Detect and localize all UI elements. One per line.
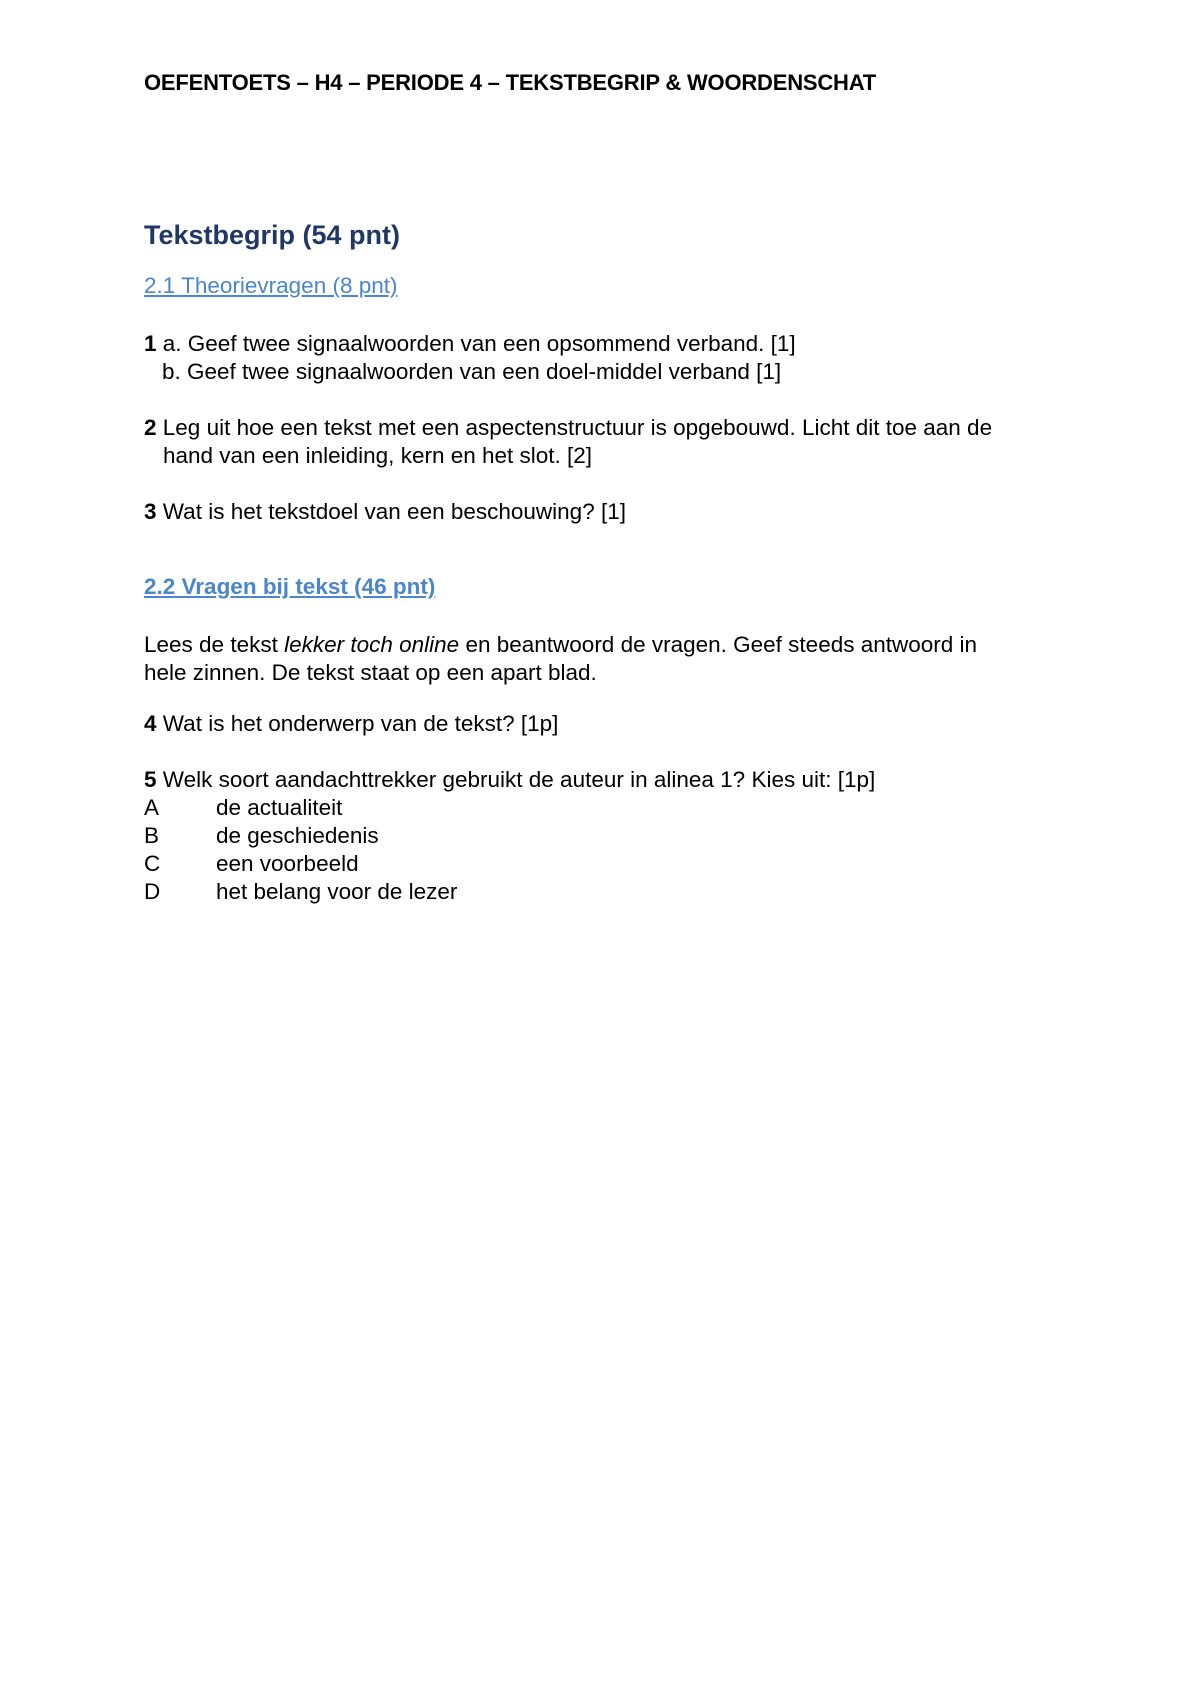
question-text: Wat is het onderwerp van de tekst? [1p] (162, 711, 559, 736)
question-4 (144, 710, 558, 738)
question-text: Wat is het tekstdoel van een beschouwing? [1] (162, 499, 626, 524)
option-text: de geschiedenis (216, 823, 379, 848)
question-number: 2 (144, 415, 157, 440)
question-number: 4 (144, 711, 157, 736)
document-header: OEFENTOETS – H4 – PERIODE 4 – TEKSTBEGRIP & WOORDENSCHAT (144, 70, 877, 95)
question-5 (144, 766, 875, 794)
question-2-line-1 (144, 414, 992, 442)
question-number: 5 (144, 767, 157, 792)
question-text: b. Geef twee signaalwoorden van een doel-middel verband [1] (162, 359, 782, 384)
option-letter: C (144, 851, 161, 876)
option-letter: A (144, 795, 160, 820)
option-text: de actualiteit (216, 795, 343, 820)
question-number: 1 (144, 331, 157, 356)
question-text: Welk soort aandachttrekker gebruikt de auteur in alinea 1? Kies uit: [1p] (156, 767, 876, 792)
subsection-title-theory: 2.1 Theorievragen (8 pnt) (144, 273, 398, 298)
question-2-line-2 (163, 442, 592, 470)
intro-text: en beantwoord de vragen. Geef steeds antwoord in (459, 632, 978, 657)
option-text: een voorbeeld (216, 851, 359, 876)
question-text: hand van een inleiding, kern en het slot. [2] (163, 443, 593, 468)
option-text: het belang voor de lezer (216, 879, 458, 904)
option-letter: B (144, 823, 160, 848)
intro-text-title: lekker toch online (284, 632, 460, 657)
subsection-title-text-questions: 2.2 Vragen bij tekst (46 pnt) (144, 574, 436, 599)
question-1-a (144, 330, 796, 358)
section-title: Tekstbegrip (54 pnt) (144, 220, 401, 250)
option-letter: D (144, 879, 161, 904)
intro-text: Lees de tekst (144, 632, 285, 657)
question-3 (144, 498, 626, 526)
question-text: a. Geef twee signaalwoorden van een opsommend verband. [1] (162, 331, 796, 356)
question-number: 3 (144, 499, 157, 524)
intro-line-2: hele zinnen. De tekst staat op een apart blad. (144, 660, 597, 685)
intro-line-1 (144, 631, 977, 659)
question-1-b (162, 358, 781, 386)
question-text: Leg uit hoe een tekst met een aspectenstructuur is opgebouwd. Licht dit toe aan de (162, 415, 993, 440)
